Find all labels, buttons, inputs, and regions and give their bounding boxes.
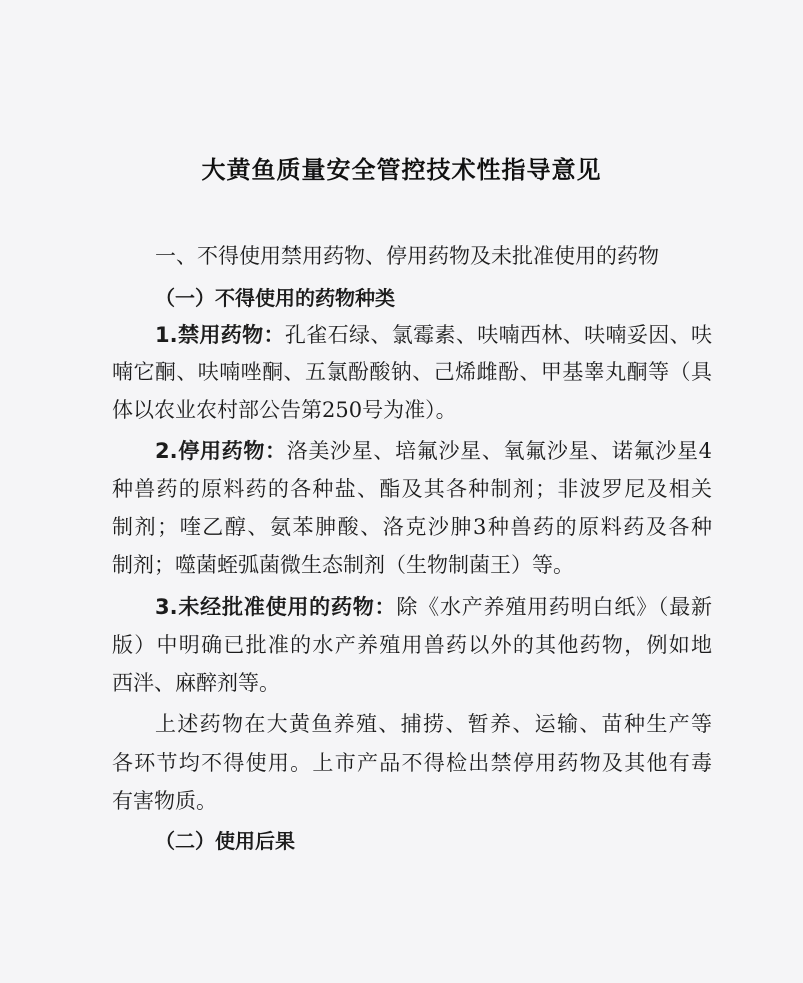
subsection-heading-consequences: （二）使用后果 <box>155 829 295 853</box>
item-unapproved-drugs-text: 除《水产养殖用药明白纸》（最新 <box>396 595 713 619</box>
summary-line-3: 有害物质。 <box>112 789 217 813</box>
section-heading: 一、不得使用禁用药物、停用药物及未批准使用的药物 <box>155 244 659 268</box>
summary-line-1: 上述药物在大黄鱼养殖、捕捞、暂养、运输、苗种生产等 <box>155 712 712 736</box>
item-suspended-drugs-line-3: 制剂；喹乙醇、氨苯胂酸、洛克沙胂3种兽药的原料药及各种 <box>112 515 712 539</box>
document-title: 大黄鱼质量安全管控技术性指导意见 <box>201 156 602 184</box>
item-suspended-drugs-text: 洛美沙星、培氟沙星、氧氟沙星、诺氟沙星4 <box>286 439 713 463</box>
item-suspended-drugs-lead: 2.停用药物： <box>155 439 287 463</box>
item-banned-drugs-line-2: 喃它酮、呋喃唑酮、五氯酚酸钠、己烯雌酚、甲基睾丸酮等（具 <box>112 360 712 384</box>
item-banned-drugs-line-3: 体以农业农村部公告第250号为准）。 <box>112 398 457 422</box>
item-unapproved-drugs-line-3: 西泮、麻醉剂等。 <box>112 671 280 695</box>
item-banned-drugs-lead: 1.禁用药物： <box>155 323 285 347</box>
item-unapproved-drugs-lead: 3.未经批准使用的药物： <box>155 595 397 619</box>
item-banned-drugs-line-1 <box>155 320 712 350</box>
item-unapproved-drugs-line-2: 版）中明确已批准的水产养殖用兽药以外的其他药物，例如地 <box>112 633 712 657</box>
item-suspended-drugs-line-1 <box>155 436 712 466</box>
item-unapproved-drugs-line-1 <box>155 592 712 622</box>
subsection-heading-drug-types: （一）不得使用的药物种类 <box>155 286 395 310</box>
item-suspended-drugs-line-2: 种兽药的原料药的各种盐、酯及其各种制剂；非波罗尼及相关 <box>112 477 712 501</box>
item-suspended-drugs-line-4: 制剂；噬菌蛭弧菌微生态制剂（生物制菌王）等。 <box>112 553 574 577</box>
summary-line-2: 各环节均不得使用。上市产品不得检出禁停用药物及其他有毒 <box>112 751 712 775</box>
item-banned-drugs-text: 孔雀石绿、氯霉素、呋喃西林、呋喃妥因、呋 <box>284 323 713 347</box>
